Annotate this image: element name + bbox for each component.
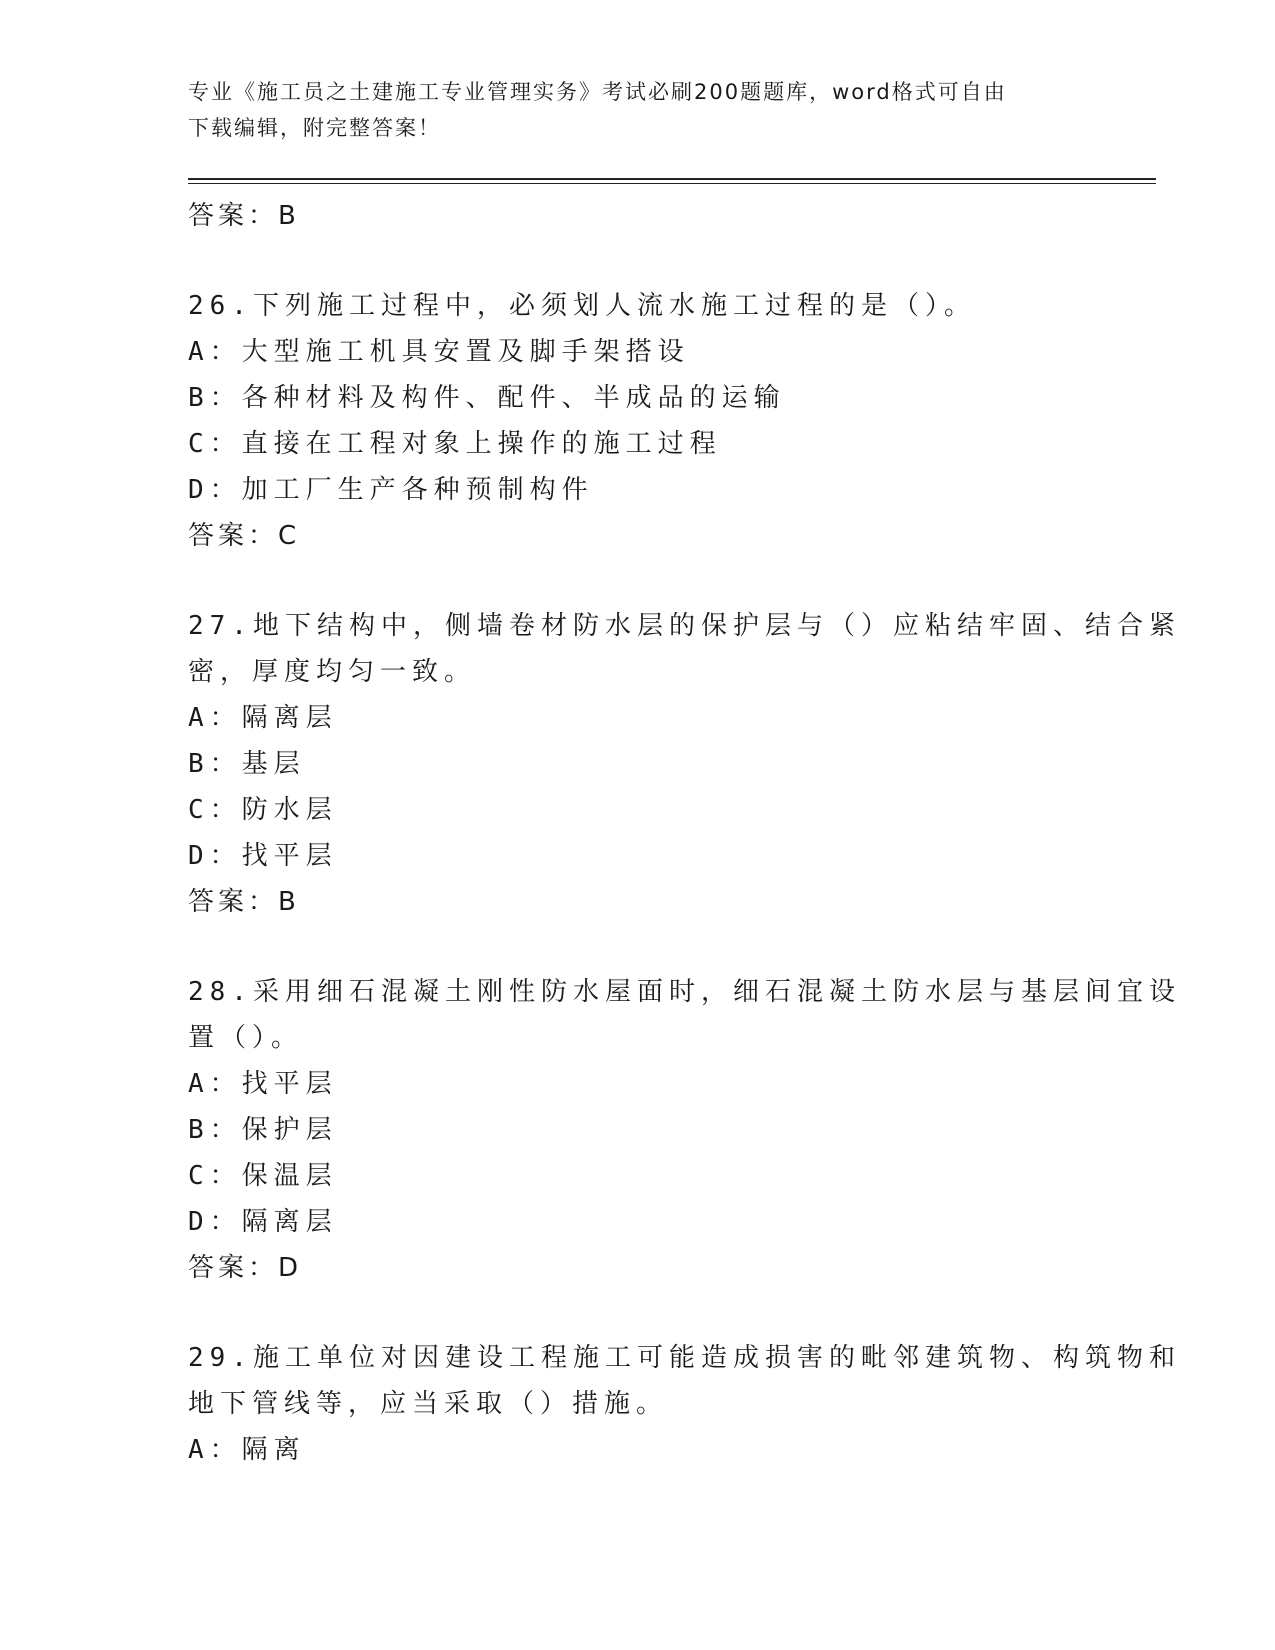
- option-c: C：直接在工程对象上操作的施工过程: [188, 429, 722, 459]
- answer-line: 答案：B: [188, 201, 300, 231]
- answer-line: 答案：D: [188, 1253, 303, 1283]
- question-stem: 29.施工单位对因建设工程施工可能造成损害的毗邻建筑物、构筑物和: [188, 1343, 1181, 1373]
- question-block: [188, 283, 1088, 559]
- question-stem-continued: 地下管线等，应当采取（）措施。: [188, 1389, 669, 1419]
- header-rule-thin: [188, 183, 1156, 184]
- option-b: B：各种材料及构件、配件、半成品的运输: [188, 383, 786, 413]
- answer-line: 答案：C: [188, 521, 301, 551]
- option-c: C：保温层: [188, 1161, 338, 1191]
- answer-line: 答案：B: [188, 887, 300, 917]
- option-d: D：隔离层: [188, 1207, 338, 1237]
- document-header: [188, 74, 1088, 146]
- option-b: B：基层: [188, 749, 306, 779]
- question-stem: 28.采用细石混凝土刚性防水屋面时，细石混凝土防水层与基层间宜设: [188, 977, 1181, 1007]
- question-block: [188, 603, 1181, 925]
- option-a: A：找平层: [188, 1069, 338, 1099]
- header-line-1: 专业《施工员之土建施工专业管理实务》考试必刷200题题库，word格式可自由: [188, 80, 1007, 104]
- option-a: A：隔离: [188, 1435, 306, 1465]
- header-line-2: 下载编辑，附完整答案！: [188, 116, 441, 140]
- question-block: [188, 1335, 1181, 1473]
- question-stem-continued: 密，厚度均匀一致。: [188, 657, 477, 687]
- option-c: C：防水层: [188, 795, 338, 825]
- option-b: B：保护层: [188, 1115, 338, 1145]
- question-stem-continued: 置（）。: [188, 1023, 304, 1053]
- option-a: A：隔离层: [188, 703, 338, 733]
- option-d: D：加工厂生产各种预制构件: [188, 475, 594, 505]
- question-list: [188, 193, 1181, 1473]
- question-block: [188, 969, 1181, 1291]
- option-a: A：大型施工机具安置及脚手架搭设: [188, 337, 690, 367]
- question-stem: 26.下列施工过程中，必须划人流水施工过程的是（）。: [188, 291, 976, 321]
- header-rule-thick: [188, 178, 1156, 180]
- question-stem: 27.地下结构中，侧墙卷材防水层的保护层与（）应粘结牢固、结合紧: [188, 611, 1181, 641]
- option-d: D：找平层: [188, 841, 338, 871]
